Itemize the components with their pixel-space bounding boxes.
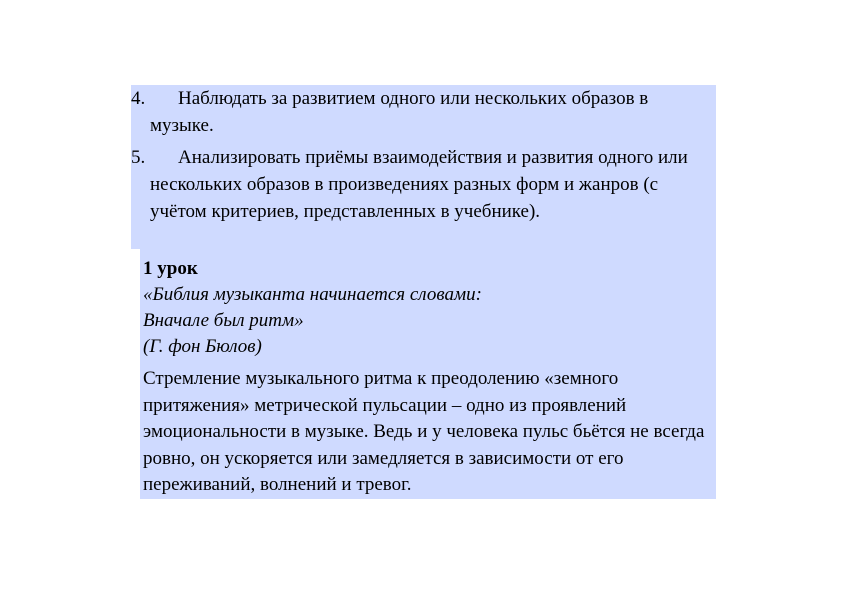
- list-item-text: Наблюдать за развитием одного или нескольких образов в музыке.: [150, 88, 649, 136]
- objectives-list: [131, 85, 716, 225]
- lesson-heading: 1 урок: [143, 258, 198, 279]
- lesson-section: [143, 256, 713, 499]
- list-item-text: Анализировать приёмы взаимодействия и развития одного или нескольких образов в произведениях разных форм и жанров (с учётом критериев, представленных в учебнике).: [150, 147, 688, 222]
- epigraph-author: (Г. фон Бюлов): [143, 336, 262, 357]
- epigraph-line: «Библия музыканта начинается словами:: [143, 284, 482, 305]
- list-item: [131, 144, 716, 225]
- epigraph-line: Вначале был ритм»: [143, 310, 304, 331]
- epigraph: [143, 282, 713, 360]
- list-item-number: 5.: [131, 147, 146, 168]
- list-item: [131, 85, 716, 139]
- lesson-body-text: Стремление музыкального ритма к преодолению «земного притяжения» метрической пульсации – одно из проявлений эмоциональности в музыке. Ведь и у человека пульс бьётся не всегда ровно, он ускоряется или замедляется в зависимости от его переживаний, волнений и тревог.: [143, 368, 705, 495]
- list-item-number: 4.: [131, 88, 146, 109]
